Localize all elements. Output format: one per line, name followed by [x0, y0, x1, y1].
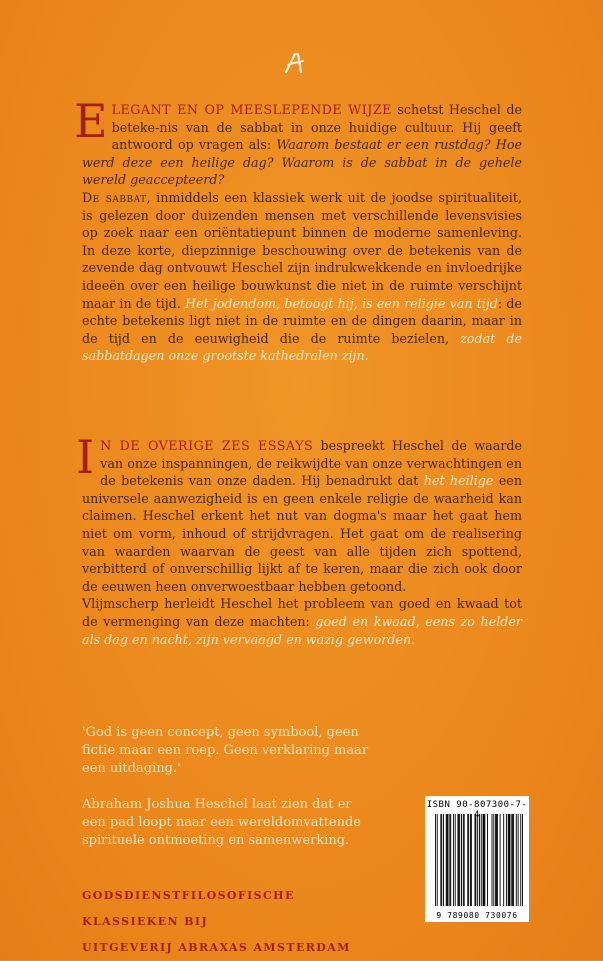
publisher-logo-icon	[282, 50, 308, 76]
description-paragraph-2	[76, 430, 522, 648]
italic-cathedrals: zodat de sabbatdagen onze grootste kathedralen zijn.	[82, 330, 522, 364]
series-line-2: UITGEVERIJ ABRAXAS AMSTERDAM	[82, 941, 351, 954]
series-line-1: GODSDIENSTFILOSOFISCHE KLASSIEKEN BIJ	[82, 889, 295, 928]
lead-in-2: N DE OVERIGE ZES ESSAYS	[100, 438, 314, 453]
drop-cap-e: E	[74, 94, 108, 148]
text-2c: Vlijmscherp herleidt Heschel het probleem van goed en kwaad tot de vermenging van deze machten:	[82, 596, 522, 629]
questions-italic: Waarom bestaat er een rustdag? Hoe werd deze een heilige dag? Waarom is de sabbat in de gehele wereld geaccepteerd?	[82, 137, 522, 188]
barcode-number: 9 789080 730076	[436, 911, 518, 920]
description-paragraph-1	[74, 94, 522, 365]
lead-in-1: LEGANT EN OP MEESLEPENDE WIJZE	[111, 102, 392, 117]
italic-het-heilige: het heilige	[423, 473, 494, 489]
book-title-de-sabbat: De sabbat	[82, 189, 147, 205]
drop-cap-i: I	[76, 430, 95, 484]
barcode-icon	[435, 814, 523, 906]
isbn-label: ISBN 90-807300-7-4	[426, 800, 528, 820]
series-imprint	[82, 883, 392, 961]
heschel-quote: 'God is geen concept, geen symbool, geen fictie maar een roep. Geen verklaring maar een uitdaging.'	[82, 725, 369, 776]
text-1b: , inmiddels een klassiek werk uit de joodse spiritualiteit, is gelezen door duizenden mensen met verschillende levensvisies op zoek naar een oriëntatiepunt binnen de moderne samenleving. In deze korte, diepzinnige beschouwing over de betekenis van de zevende dag ontvouwt Heschel zijn indrukwekkende en invloedrijke ideeën over een heilige bouwkunst die niet in de ruimte verschijnt maar in de tijd.	[82, 189, 522, 311]
text-2a: bespreekt Heschel de waarde van onze inspanningen, de reikwijdte van onze verwachtingen en de betekenis van onze daden. Hij benadrukt dat	[100, 438, 522, 489]
italic-claim: Het jodendom, betoogt hij, is een religie van tijd	[185, 295, 498, 311]
text-2b: een universele aanwezigheid is en geen enkele religie de waarheid kan claimen. Heschel erkent het nut van dogma's maar het gaat hem niet om vorm, inhoud of strijdvragen. Het gaat om de realisering van waarden waarvan de geest van alle tijden zich spottend, verbitterd of onverschillig lijkt af te keren, maar die zich ook door de eeuwen heen onverwoestbaar hebben getoond.	[82, 473, 522, 594]
author-blurb: Abraham Joshua Heschel laat zien dat er een pad loopt naar een wereldomvattende spirituele ontmoeting en samenwerking.	[82, 797, 362, 848]
text-1c: : de echte betekenis ligt niet in de ruimte en de dingen daarin, maar in de tijd en de eeuwigheid die de ruimte bezielen,	[82, 295, 522, 346]
text-1a: schetst Heschel de beteke-nis van de sabbat in onze huidige cultuur. Hij geeft antwoord op vragen als:	[111, 102, 522, 153]
isbn-barcode-box	[425, 796, 529, 922]
italic-good-evil: goed en kwaad, eens zo helder als dag en nacht, zijn vervaagd en wazig geworden.	[82, 613, 522, 647]
